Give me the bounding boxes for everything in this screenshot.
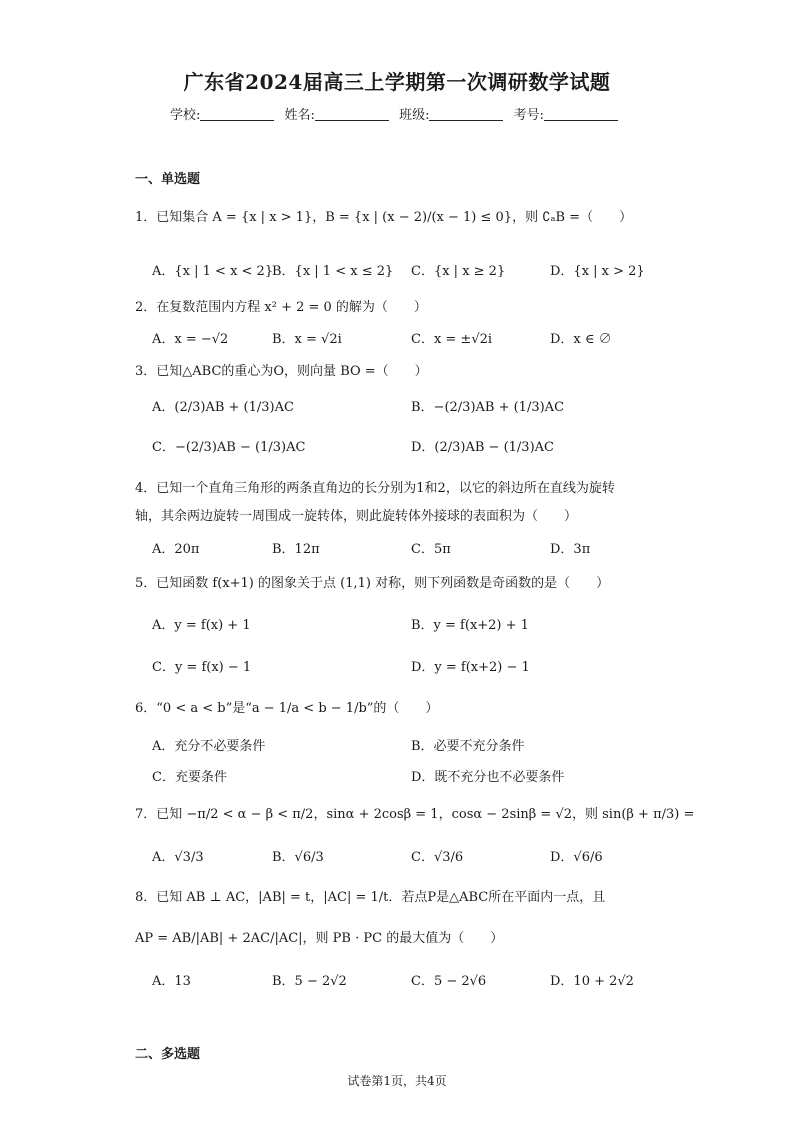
question-6-option-b: B．必要不充分条件 xyxy=(411,739,525,754)
question-5-option-c: C．y = f(x) − 1 xyxy=(152,660,252,675)
question-1-option-c: C．{x | x ≥ 2} xyxy=(411,264,506,279)
question-5-option-a: A．y = f(x) + 1 xyxy=(152,618,251,633)
question-2-option-a: A．x = −√2 xyxy=(152,332,229,347)
question-7-option-a: A．√3/3 xyxy=(152,850,204,865)
question-3-option-a: A．(2/3)AB + (1/3)AC xyxy=(152,400,294,415)
question-2-option-c: C．x = ±√2i xyxy=(411,332,493,347)
id-blank xyxy=(544,108,618,121)
question-8-option-c: C．5 − 2√6 xyxy=(411,974,487,989)
question-7-stem: 7．已知 −π/2 < α − β < π/2，sinα + 2cosβ = 1，cosα − 2sinβ = √2，则 sin(β + π/3) = xyxy=(135,807,695,822)
class-label: 班级: xyxy=(399,108,430,123)
question-6-option-d: D．既不充分也不必要条件 xyxy=(411,770,565,785)
student-info-line xyxy=(0,104,794,123)
school-label: 学校: xyxy=(170,108,201,123)
question-7-option-c: C．√3/6 xyxy=(411,850,464,865)
section-single-choice: 一、单选题 xyxy=(135,172,201,187)
question-4-line-1: 4．已知一个直角三角形的两条直角边的长分别为1和2，以它的斜边所在直线为旋转 xyxy=(135,481,615,496)
question-6-stem: 6．“0 < a < b”是“a − 1/a < b − 1/b”的（ ） xyxy=(135,701,439,716)
id-label: 考号: xyxy=(513,108,544,123)
section-multiple-choice: 二、多选题 xyxy=(135,1047,201,1062)
question-8-option-a: A．13 xyxy=(152,974,191,989)
name-label: 姓名: xyxy=(284,108,315,123)
question-8-option-d: D．10 + 2√2 xyxy=(550,974,634,989)
question-6-option-a: A．充分不必要条件 xyxy=(152,739,266,754)
question-8-line-1: 8．已知 AB ⊥ AC，|AB| = t，|AC| = 1/t．若点P是△ABC所在平面内一点，且 xyxy=(135,890,606,905)
name-blank xyxy=(315,108,389,121)
question-8-line-2: AP = AB/|AB| + 2AC/|AC|，则 PB · PC 的最大值为（ ） xyxy=(135,931,504,946)
class-blank xyxy=(429,108,503,121)
question-2-option-b: B．x = √2i xyxy=(272,332,342,347)
question-1-stem: 1．已知集合 A = {x | x > 1}，B = {x | (x − 2)/(x − 1) ≤ 0}，则 ∁ₐB =（ ） xyxy=(135,210,633,225)
question-5-option-d: D．y = f(x+2) − 1 xyxy=(411,660,530,675)
question-3-stem: 3．已知△ABC的重心为O，则向量 BO =（ ） xyxy=(135,364,428,379)
question-3-option-c: C．−(2/3)AB − (1/3)AC xyxy=(152,440,306,455)
question-4-option-c: C．5π xyxy=(411,542,451,557)
question-3-option-d: D．(2/3)AB − (1/3)AC xyxy=(411,440,554,455)
question-2-option-d: D．x ∈ ∅ xyxy=(550,332,612,347)
question-1-option-b: B．{x | 1 < x ≤ 2} xyxy=(272,264,394,279)
page-title: 广东省2024届高三上学期第一次调研数学试题 xyxy=(183,70,611,94)
question-3-option-b: B．−(2/3)AB + (1/3)AC xyxy=(411,400,565,415)
question-7-option-b: B．√6/3 xyxy=(272,850,324,865)
question-1-option-a: A．{x | 1 < x < 2} xyxy=(152,264,274,279)
question-4-option-d: D．3π xyxy=(550,542,591,557)
question-2-stem: 2．在复数范围内方程 x² + 2 = 0 的解为（ ） xyxy=(135,300,427,315)
question-4-option-a: A．20π xyxy=(152,542,200,557)
page-footer: 试卷第1页，共4页 xyxy=(347,1074,447,1088)
question-5-option-b: B．y = f(x+2) + 1 xyxy=(411,618,529,633)
question-1-option-d: D．{x | x > 2} xyxy=(550,264,645,279)
question-6-option-c: C．充要条件 xyxy=(152,770,227,785)
question-4-option-b: B．12π xyxy=(272,542,320,557)
question-4-line-2: 轴，其余两边旋转一周围成一旋转体，则此旋转体外接球的表面积为（ ） xyxy=(135,509,578,524)
question-5-stem: 5．已知函数 f(x+1) 的图象关于点 (1,1) 对称，则下列函数是奇函数的是（ ） xyxy=(135,576,610,591)
school-blank xyxy=(200,108,274,121)
question-7-option-d: D．√6/6 xyxy=(550,850,603,865)
question-8-option-b: B．5 − 2√2 xyxy=(272,974,347,989)
